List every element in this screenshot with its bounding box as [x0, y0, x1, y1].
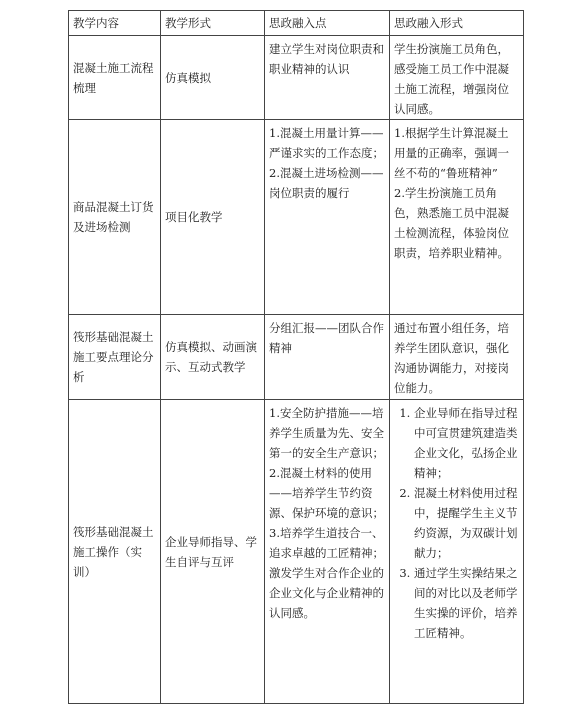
header-point: 思政融入点 — [265, 11, 390, 36]
curriculum-table — [68, 10, 524, 704]
method-item: 2. 混凝土材料使用过程中，提醒学生主义节约资源，为双碳计划献力； — [414, 483, 519, 563]
table-row — [69, 315, 524, 400]
header-content: 教学内容 — [69, 11, 161, 36]
method-list — [394, 403, 519, 643]
cell-form: 项目化教学 — [161, 120, 265, 315]
cell-method — [390, 120, 524, 315]
cell-content: 混凝土施工流程梳理 — [69, 36, 161, 120]
method-item: 3. 通过学生实操结果之间的对比以及老师学生实操的评价，培养工匠精神。 — [414, 563, 519, 643]
cell-content: 商品混凝土订货及进场检测 — [69, 120, 161, 315]
table-header-row — [69, 11, 524, 36]
cell-form: 仿真模拟、动画演示、互动式教学 — [161, 315, 265, 400]
method-item: 1.根据学生计算混凝土用量的正确率，强调一丝不苟的“鲁班精神” — [394, 126, 509, 180]
header-method: 思政融入形式 — [390, 11, 524, 36]
cell-point: 1.混凝土用量计算——严谨求实的工作态度；2.混凝土进场检测——岗位职责的履行 — [265, 120, 390, 315]
table-row — [69, 36, 524, 120]
cell-content: 筏形基础混凝土施工操作（实训） — [69, 400, 161, 704]
point-item: 3.培养学生道技合一、追求卓越的工匠精神； — [269, 526, 384, 560]
cell-point — [265, 400, 390, 704]
cell-point: 建立学生对岗位职责和职业精神的认识 — [265, 36, 390, 120]
method-item: 1. 企业导师在指导过程中可宣贯建筑建造类企业文化，弘扬企业精神； — [414, 403, 519, 483]
method-item: 2.学生扮演施工员角色，熟悉施工员中混凝土检测流程，体验岗位职责，培养职业精神。 — [394, 186, 509, 260]
point-item: 激发学生对合作企业的企业文化与企业精神的认同感。 — [269, 566, 384, 620]
table-row — [69, 400, 524, 704]
cell-method: 通过布置小组任务，培养学生团队意识，强化沟通协调能力，对接岗位能力。 — [390, 315, 524, 400]
header-form: 教学形式 — [161, 11, 265, 36]
point-item: 2.混凝土材料的使用——培养学生节约资源、保护环境的意识； — [269, 466, 384, 520]
cell-form: 仿真模拟 — [161, 36, 265, 120]
cell-content: 筏形基础混凝土施工要点理论分析 — [69, 315, 161, 400]
cell-point: 分组汇报——团队合作精神 — [265, 315, 390, 400]
table-row — [69, 120, 524, 315]
cell-form: 企业导师指导、学生自评与互评 — [161, 400, 265, 704]
point-item: 1.安全防护措施——培养学生质量为先、安全第一的安全生产意识； — [269, 406, 384, 460]
cell-method: 学生扮演施工员角色，感受施工员工作中混凝土施工流程，增强岗位认同感。 — [390, 36, 524, 120]
cell-method — [390, 400, 524, 704]
